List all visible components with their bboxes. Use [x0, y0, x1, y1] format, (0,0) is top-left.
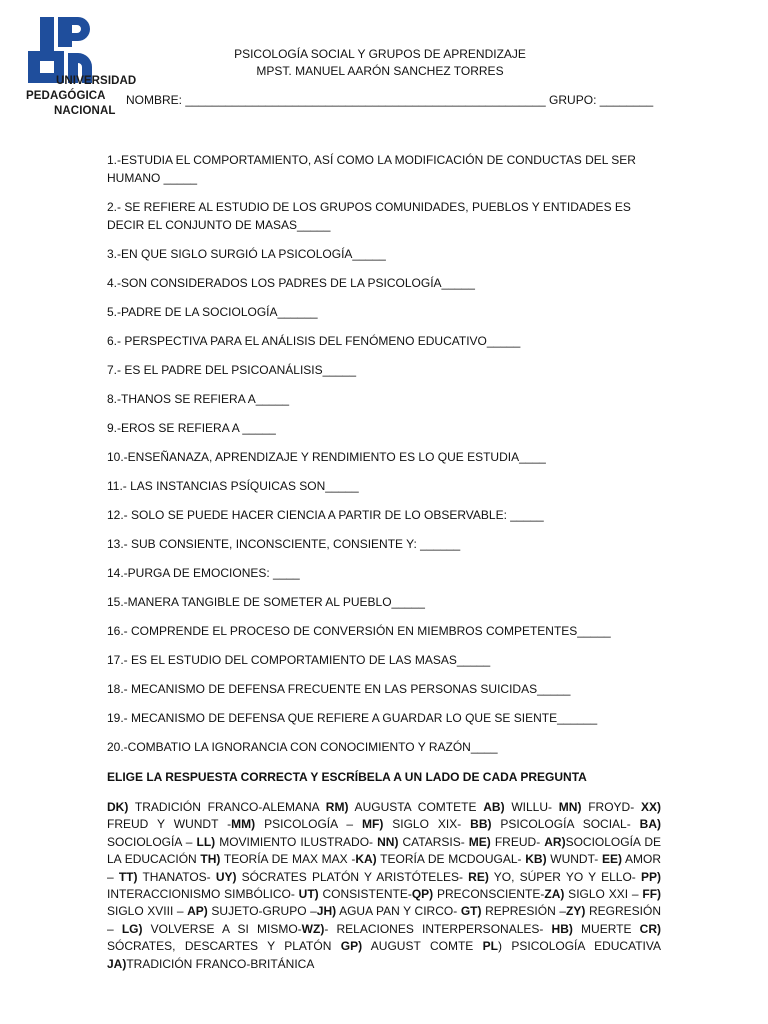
answer-code: KA): [355, 852, 377, 867]
answer-code: QP): [411, 887, 434, 902]
answer-text: FROYD-: [581, 800, 641, 814]
answer-text: SIGLO XXI –: [564, 887, 643, 902]
answer-text: WUNDT-: [546, 852, 602, 867]
question-item: 9.-EROS SE REFIERA A _____: [107, 421, 276, 435]
answer-text: SIGLO XVIII –: [107, 904, 188, 919]
question-item: 8.-THANOS SE REFIERA A_____: [107, 392, 290, 406]
question-item: 11.- LAS INSTANCIAS PSÍQUICAS SON_____: [107, 479, 359, 493]
answer-text: SIGLO XIX-: [383, 817, 471, 832]
answer-text: SÓCRATES, DESCARTES Y PLATÓN: [107, 939, 341, 954]
answer-text: SUJETO-GRUPO –: [207, 904, 317, 919]
answer-code: PP): [640, 869, 661, 884]
answer-text: AGUA PAN Y CIRCO-: [336, 904, 461, 919]
answer-code: ZA): [544, 887, 565, 902]
answer-code: NN): [377, 834, 399, 849]
answer-text: PSICOLOGÍA –: [255, 817, 362, 832]
question-item: 19.- MECANISMO DE DEFENSA QUE REFIERE A GUARDAR LO QUE SE SIENTE______: [107, 711, 598, 725]
answer-code: GP): [340, 939, 363, 954]
answer-text: ) PSICOLOGÍA EDUCATIVA: [498, 939, 661, 954]
answer-code: DK): [107, 800, 129, 814]
answer-text: CATARSIS-: [398, 834, 469, 849]
answer-code: AP): [187, 904, 208, 919]
document-header: [150, 46, 610, 80]
answer-text: FREUD Y WUNDT -: [107, 817, 232, 832]
answer-code: AB): [483, 800, 505, 814]
answer-code: AR): [544, 834, 566, 849]
answer-text: TRADICIÓN FRANCO-BRITÁNICA: [126, 956, 315, 971]
answer-text: TRADICIÓN FRANCO-ALEMANA: [128, 800, 326, 814]
answer-code: WZ): [301, 921, 325, 936]
answer-text: SOCIOLOGÍA –: [107, 834, 197, 849]
name-group-line: NOMBRE: ______________________________________________________ GRUPO: ________: [126, 93, 654, 107]
answer-text: AMOR –: [107, 852, 661, 884]
answer-code: MF): [362, 817, 384, 832]
question-item: 12.- SOLO SE PUEDE HACER CIENCIA A PARTIR DE LO OBSERVABLE: _____: [107, 508, 544, 522]
answer-code: XX): [641, 800, 662, 814]
answer-code: GT): [460, 904, 482, 919]
answer-text: PRECONSCIENTE-: [433, 887, 545, 902]
answer-code: UY): [215, 869, 237, 884]
answer-code: TT): [118, 869, 138, 884]
answer-text: REGRESIÓN –: [107, 904, 661, 936]
question-item: 10.-ENSEÑANAZA, APRENDIZAJE Y RENDIMIENTO ES LO QUE ESTUDIA____: [107, 450, 546, 464]
answer-code: PL: [482, 939, 498, 954]
answer-text: VOLVERSE A SI MISMO-: [142, 921, 302, 936]
answer-text: SÓCRATES PLATÓN Y ARISTÓTELES-: [236, 869, 469, 884]
answer-code: HB): [551, 921, 573, 936]
answer-code: BA): [639, 817, 661, 832]
answer-text: REPRESIÓN –: [481, 904, 567, 919]
question-item: 14.-PURGA DE EMOCIONES: ____: [107, 566, 300, 580]
instruction-text: ELIGE LA RESPUESTA CORRECTA Y ESCRÍBELA A UN LADO DE CADA PREGUNTA: [107, 770, 587, 784]
question-item: 7.- ES EL PADRE DEL PSICOANÁLISIS_____: [107, 363, 356, 377]
answer-text: YO, SÚPER YO Y ELLO-: [488, 869, 641, 884]
answer-text: AUGUSTA COMTETE: [348, 800, 484, 814]
question-item: 18.- MECANISMO DE DEFENSA FRECUENTE EN LAS PERSONAS SUICIDAS_____: [107, 682, 571, 696]
answer-text: TEORÍA DE MAX MAX -: [220, 852, 356, 867]
answer-text: CONSISTENTE-: [318, 887, 412, 902]
question-item: 13.- SUB CONSIENTE, INCONSCIENTE, CONSIENTE Y: ______: [107, 537, 461, 551]
question-item: 20.-COMBATIO LA IGNORANCIA CON CONOCIMIENTO Y RAZÓN____: [107, 740, 498, 754]
answer-code: ZY): [566, 904, 586, 919]
question-item: 2.- SE REFIERE AL ESTUDIO DE LOS GRUPOS COMUNIDADES, PUEBLOS Y ENTIDADES ES DECIR EL CONJUNTO DE MASAS_____: [107, 200, 631, 232]
answer-code: JH): [316, 904, 337, 919]
teacher-name: MPST. MANUEL AARÓN SANCHEZ TORRES: [256, 64, 504, 78]
question-item: 5.-PADRE DE LA SOCIOLOGÍA______: [107, 305, 318, 319]
answer-text: INTERACCIONISMO SIMBÓLICO-: [107, 887, 299, 902]
answer-code: RE): [468, 869, 489, 884]
answer-code: MM): [231, 817, 256, 832]
course-title: PSICOLOGÍA SOCIAL Y GRUPOS DE APRENDIZAJE: [234, 47, 526, 61]
answer-code: EE): [601, 852, 622, 867]
question-item: 15.-MANERA TANGIBLE DE SOMETER AL PUEBLO_____: [107, 595, 425, 609]
answer-text: AUGUST COMTE: [362, 939, 483, 954]
answer-code: ME): [468, 834, 491, 849]
question-item: 4.-SON CONSIDERADOS LOS PADRES DE LA PSICOLOGÍA_____: [107, 276, 475, 290]
answer-text: WILLU-: [504, 800, 559, 814]
answer-text: - RELACIONES INTERPERSONALES-: [324, 921, 552, 936]
logo-line-nacional: NACIONAL: [54, 105, 116, 117]
logo-line-pedagogica: PEDAGÓGICA: [26, 90, 106, 102]
question-list: [107, 151, 647, 767]
answer-code: MN): [558, 800, 582, 814]
question-item: 3.-EN QUE SIGLO SURGIÓ LA PSICOLOGÍA_____: [107, 247, 386, 261]
answer-code: RM): [325, 800, 349, 814]
answer-code: CR): [639, 921, 661, 936]
answer-code: FF): [642, 887, 662, 902]
answer-code: UT): [298, 887, 319, 902]
answer-text: FREUD-: [490, 834, 545, 849]
answer-text: TEORÍA DE MCDOUGAL-: [376, 852, 526, 867]
question-item: 17.- ES EL ESTUDIO DEL COMPORTAMIENTO DE LAS MASAS_____: [107, 653, 491, 667]
logo-line-universidad: UNIVERSIDAD: [56, 75, 137, 87]
answer-code: BB): [470, 817, 492, 832]
answer-text: SOCIOLOGÍA DE LA EDUCACIÓN: [107, 834, 661, 867]
answer-text: PSICOLOGÍA SOCIAL-: [491, 817, 640, 832]
answer-text: THANATOS-: [137, 869, 216, 884]
question-item: 1.-ESTUDIA EL COMPORTAMIENTO, ASÍ COMO LA MODIFICACIÓN DE CONDUCTAS DEL SER HUMANO _____: [107, 153, 636, 185]
answer-code: LL): [196, 834, 216, 849]
answer-text: MOVIMIENTO ILUSTRADO-: [215, 834, 378, 849]
answer-text: MUERTE: [572, 921, 640, 936]
question-item: 16.- COMPRENDE EL PROCESO DE CONVERSIÓN EN MIEMBROS COMPETENTES_____: [107, 624, 611, 638]
answer-options: [107, 799, 661, 973]
answer-code: TH): [200, 852, 221, 867]
answer-code: LG): [121, 921, 143, 936]
question-item: 6.- PERSPECTIVA PARA EL ANÁLISIS DEL FENÓMENO EDUCATIVO_____: [107, 334, 521, 348]
answer-code: KB): [525, 852, 547, 867]
answer-code: JA): [107, 956, 127, 971]
